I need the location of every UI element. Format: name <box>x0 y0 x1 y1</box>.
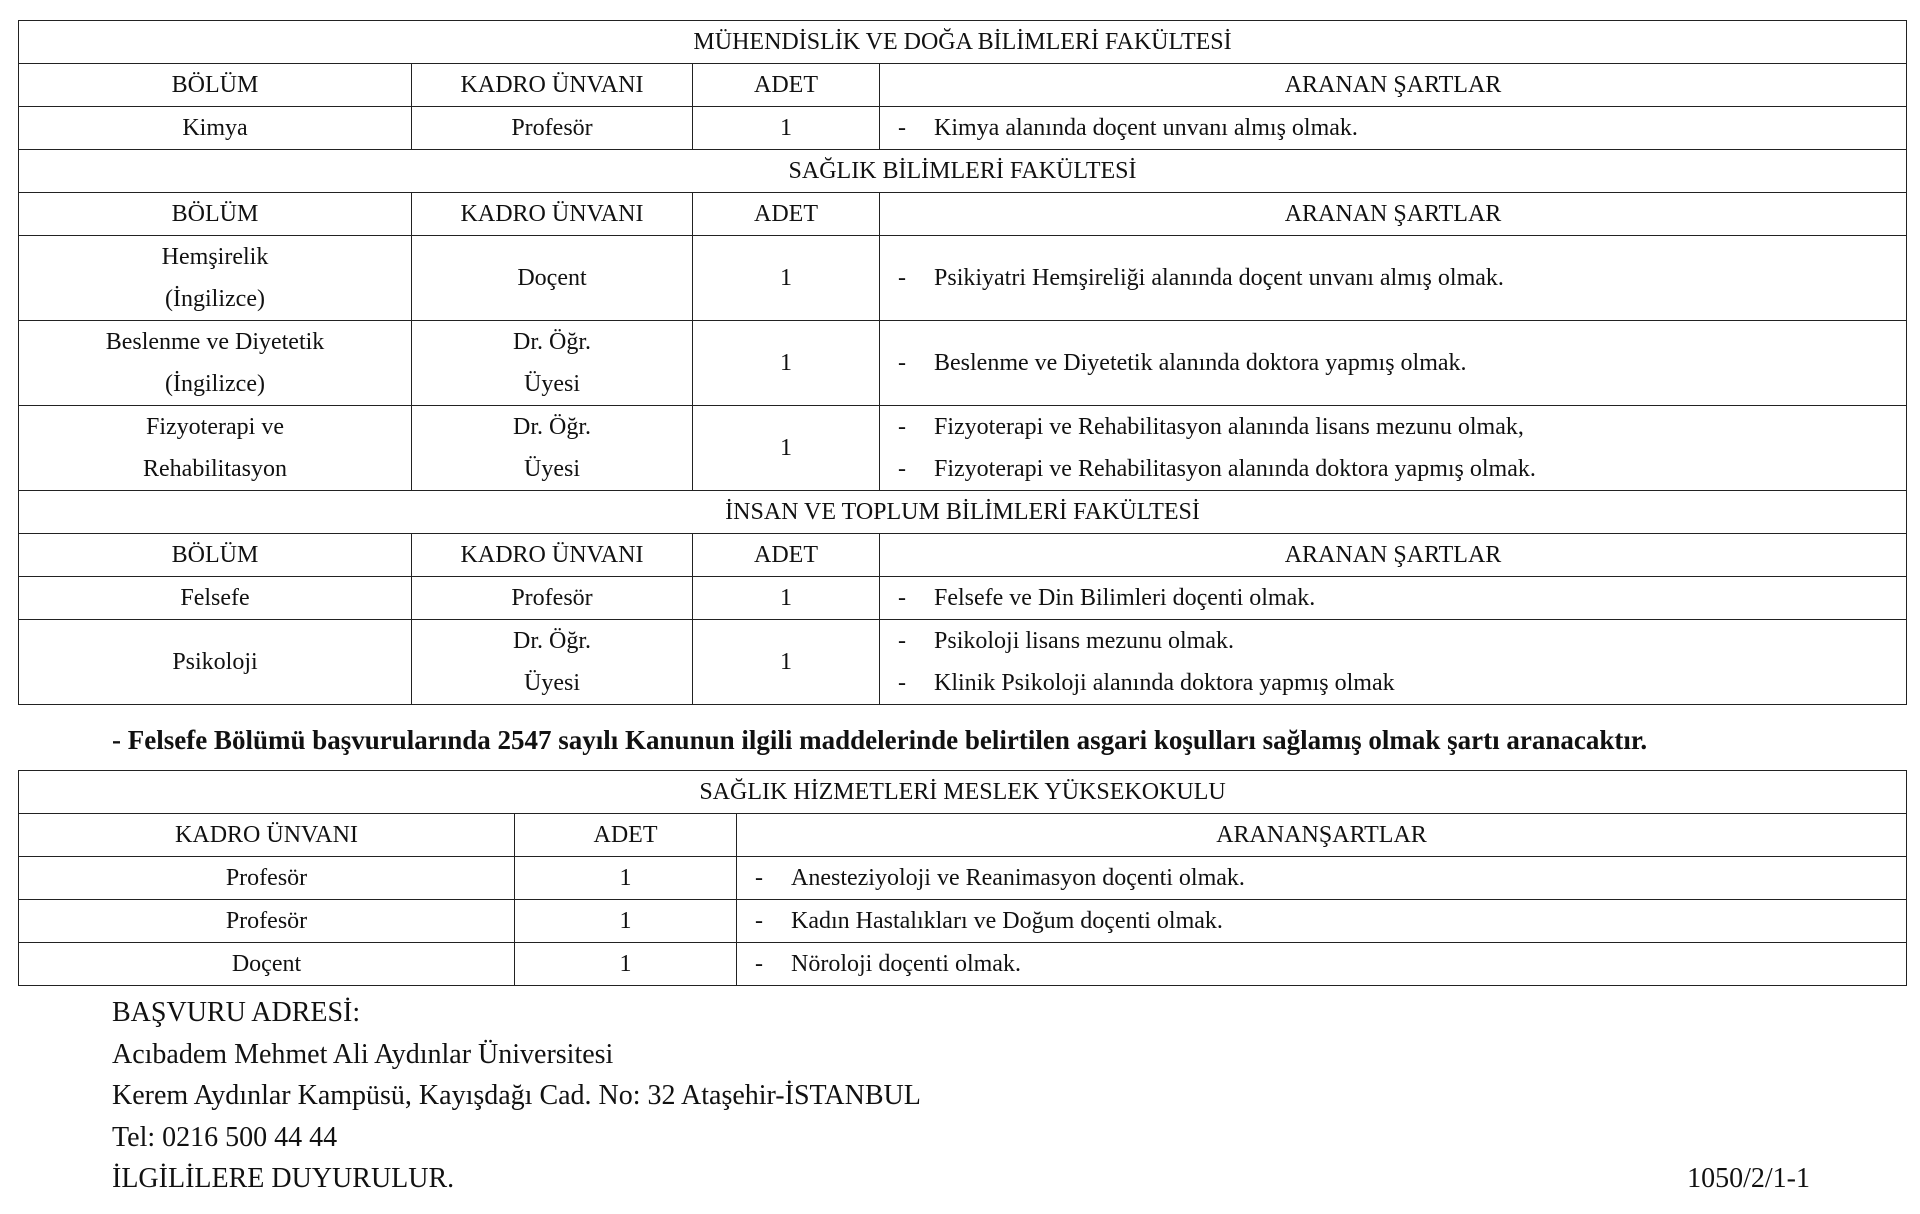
adet-cell: 1 <box>515 900 737 943</box>
bolum-cell <box>19 406 412 491</box>
sart-text: Nöroloji doçenti olmak. <box>791 951 1021 977</box>
bolum-cell <box>19 236 412 321</box>
faculty-positions-table <box>18 20 1907 705</box>
sart-cell <box>737 900 1907 943</box>
sart-line <box>898 342 1898 384</box>
table-row <box>19 857 1907 900</box>
header-bolum: BÖLÜM <box>19 64 412 107</box>
adet-cell: 1 <box>693 620 880 705</box>
adet-cell: 1 <box>693 236 880 321</box>
unvan-cell: Doçent <box>19 943 515 986</box>
address-university: Acıbadem Mehmet Ali Aydınlar Üniversitesi <box>112 1038 614 1070</box>
bolum-text: Fizyoterapi ve <box>146 414 284 440</box>
unvan-cell <box>412 620 693 705</box>
section-title: SAĞLIK BİLİMLERİ FAKÜLTESİ <box>19 150 1907 193</box>
bolum-text: Psikoloji <box>172 649 258 675</box>
sart-line <box>898 577 1898 619</box>
sartlar-cell <box>880 107 1907 150</box>
address-street: Kerem Aydınlar Kampüsü, Kayışdağı Cad. No: 32 Ataşehir-İSTANBUL <box>112 1080 921 1111</box>
header-aranan-sartlar: ARANAN ŞARTLAR <box>880 64 1907 107</box>
unvan-cell <box>412 406 693 491</box>
unvan-text: Dr. Öğr. <box>513 628 591 654</box>
bolum-text: Rehabilitasyon <box>143 456 287 482</box>
dash-mark: - <box>898 628 906 654</box>
felsefe-note: - Felsefe Bölümü başvurularında 2547 sayılı Kanunun ilgili maddelerinde belirtilen asgari koşulları sağlamış olmak şartı aranacaktır. <box>112 725 1648 755</box>
bolum-text: Kimya <box>182 115 248 141</box>
bolum-text: Felsefe <box>180 585 250 611</box>
document-code: 1050/2/1-1 <box>1687 1163 1810 1194</box>
dash-mark: - <box>898 414 906 440</box>
bolum-text: Hemşirelik <box>161 244 269 270</box>
header-kadro-unvani: KADRO ÜNVANI <box>412 64 693 107</box>
bolum-text: Beslenme ve Diyetetik <box>105 329 325 355</box>
unvan-text: Profesör <box>511 115 593 141</box>
header-adet: ADET <box>693 193 880 236</box>
unvan-text: Dr. Öğr. <box>513 329 591 355</box>
sart-line <box>898 406 1898 448</box>
adet-cell: 1 <box>693 406 880 491</box>
unvan-text: Dr. Öğr. <box>513 414 591 440</box>
sartlar-cell <box>880 321 1907 406</box>
table-row <box>19 620 1907 705</box>
sart-text: Psikiyatri Hemşireliği alanında doçent unvanı almış olmak. <box>934 265 1504 291</box>
table-row <box>19 406 1907 491</box>
adet-cell: 1 <box>693 577 880 620</box>
sartlar-cell <box>880 236 1907 321</box>
sart-line <box>898 448 1898 490</box>
table-row <box>19 321 1907 406</box>
unvan-cell <box>412 577 693 620</box>
sart-text: Kadın Hastalıkları ve Doğum doçenti olmak. <box>791 908 1223 934</box>
header-kadro-unvani: KADRO ÜNVANI <box>412 534 693 577</box>
header-aranan-sartlar: ARANANŞARTLAR <box>737 814 1907 857</box>
section-title: İNSAN VE TOPLUM BİLİMLERİ FAKÜLTESİ <box>19 491 1907 534</box>
unvan-cell: Profesör <box>19 857 515 900</box>
sart-cell <box>737 857 1907 900</box>
sart-cell <box>737 943 1907 986</box>
sart-text: Klinik Psikoloji alanında doktora yapmış olmak <box>934 670 1395 696</box>
dash-mark: - <box>898 670 906 696</box>
unvan-text: Üyesi <box>524 456 580 482</box>
adet-cell: 1 <box>693 107 880 150</box>
adet-cell: 1 <box>515 857 737 900</box>
unvan-text: Üyesi <box>524 371 580 397</box>
vocational-school-table <box>18 770 1907 986</box>
unvan-cell <box>412 236 693 321</box>
unvan-text: Doçent <box>517 265 587 291</box>
announcement: İLGİLİLERE DUYURULUR. <box>112 1163 455 1194</box>
sartlar-cell <box>880 620 1907 705</box>
sart-line <box>898 257 1898 299</box>
table-row <box>19 577 1907 620</box>
dash-mark: - <box>755 951 763 977</box>
sart-text: Felsefe ve Din Bilimleri doçenti olmak. <box>934 585 1316 611</box>
header-adet: ADET <box>515 814 737 857</box>
sart-text: Fizyoterapi ve Rehabilitasyon alanında doktora yapmış olmak. <box>934 456 1536 482</box>
bolum-text: (İngilizce) <box>165 286 265 312</box>
sart-line <box>898 620 1898 662</box>
section-title: MÜHENDİSLİK VE DOĞA BİLİMLERİ FAKÜLTESİ <box>19 21 1907 64</box>
dash-mark: - <box>898 350 906 376</box>
header-kadro-unvani: KADRO ÜNVANI <box>412 193 693 236</box>
bolum-cell <box>19 577 412 620</box>
bolum-cell <box>19 321 412 406</box>
table-row <box>19 943 1907 986</box>
unvan-text: Üyesi <box>524 670 580 696</box>
header-bolum: BÖLÜM <box>19 193 412 236</box>
application-address <box>112 992 921 1200</box>
header-kadro-unvani: KADRO ÜNVANI <box>19 814 515 857</box>
dash-mark: - <box>898 265 906 291</box>
header-adet: ADET <box>693 534 880 577</box>
section-title: SAĞLIK HİZMETLERİ MESLEK YÜKSEKOKULU <box>19 771 1907 814</box>
dash-mark: - <box>898 456 906 482</box>
header-aranan-sartlar: ARANAN ŞARTLAR <box>880 193 1907 236</box>
sartlar-cell <box>880 577 1907 620</box>
sart-text: Kimya alanında doçent unvanı almış olmak. <box>934 115 1358 141</box>
dash-mark: - <box>898 115 906 141</box>
address-heading: BAŞVURU ADRESİ: <box>112 997 361 1028</box>
sart-text: Beslenme ve Diyetetik alanında doktora yapmış olmak. <box>934 350 1467 376</box>
header-adet: ADET <box>693 64 880 107</box>
bolum-cell <box>19 620 412 705</box>
sart-text: Anesteziyoloji ve Reanimasyon doçenti olmak. <box>791 865 1245 891</box>
unvan-text: Profesör <box>511 585 593 611</box>
dash-mark: - <box>898 585 906 611</box>
dash-mark: - <box>755 865 763 891</box>
header-aranan-sartlar: ARANAN ŞARTLAR <box>880 534 1907 577</box>
table-row <box>19 236 1907 321</box>
sart-line <box>898 662 1898 704</box>
adet-cell: 1 <box>693 321 880 406</box>
unvan-cell: Profesör <box>19 900 515 943</box>
table-row <box>19 900 1907 943</box>
address-phone: Tel: 0216 500 44 44 <box>112 1121 338 1153</box>
sartlar-cell <box>880 406 1907 491</box>
sart-line <box>898 107 1898 149</box>
header-bolum: BÖLÜM <box>19 534 412 577</box>
table-row <box>19 107 1907 150</box>
bolum-cell <box>19 107 412 150</box>
sart-text: Fizyoterapi ve Rehabilitasyon alanında lisans mezunu olmak, <box>934 414 1524 440</box>
bolum-text: (İngilizce) <box>165 371 265 397</box>
dash-mark: - <box>755 908 763 934</box>
adet-cell: 1 <box>515 943 737 986</box>
unvan-cell <box>412 107 693 150</box>
sart-text: Psikoloji lisans mezunu olmak. <box>934 628 1234 654</box>
unvan-cell <box>412 321 693 406</box>
